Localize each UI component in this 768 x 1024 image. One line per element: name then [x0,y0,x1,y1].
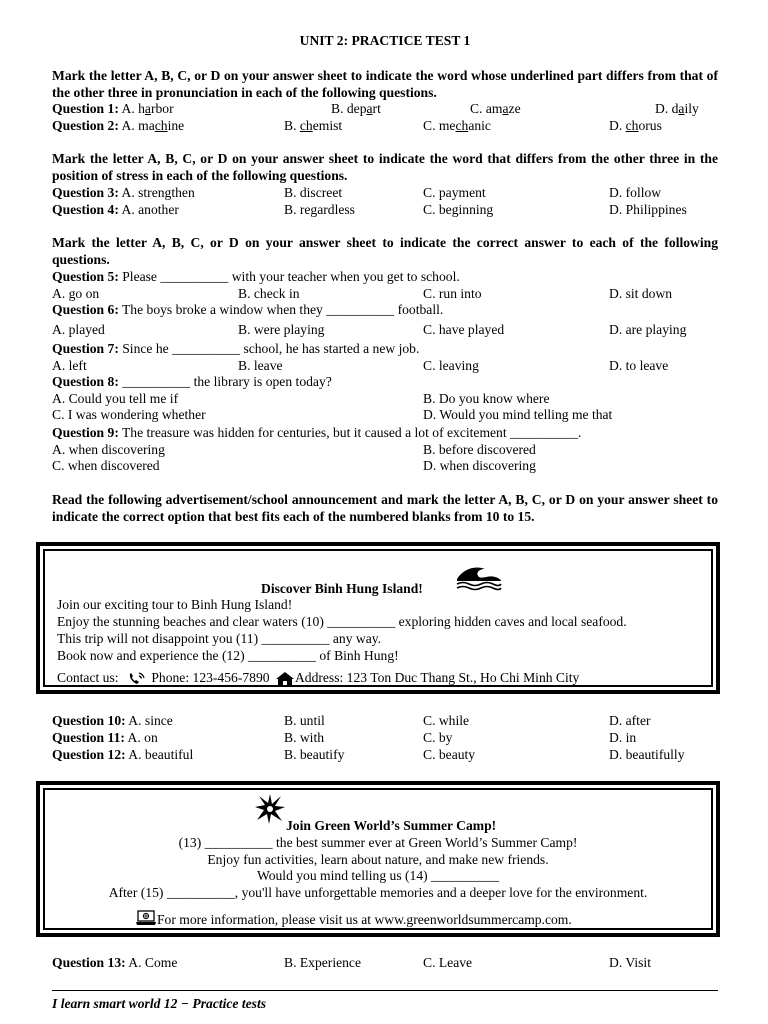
home-icon [275,671,295,687]
announcement-line-3: Would you mind telling us (14) __________ [256,868,500,883]
announcement-line-4: After (15) __________, you'll have unforgettable memories and a deeper love for the environment. [108,885,648,900]
ad-line-4: Book now and experience the (12) __________ of Binh Hung! [57,648,399,663]
announcement-line-5: For more information, please visit us at www.greenworldsummercamp.com. [135,910,572,927]
page-footer: I learn smart world 12 − Practice tests [52,996,267,1011]
question-7-options: A. left B. leave C. leaving D. to leave [52,358,669,373]
option-c: C. amaze [470,101,521,116]
option-c: C. mechanic [423,118,491,133]
announcement-title: Join Green World’s Summer Camp! [286,818,497,833]
advertisement-box [36,542,720,694]
announcement-box [36,781,720,937]
question-8-options-ab: A. Could you tell me if B. Do you know where [52,391,550,406]
grammar-instruction: Mark the letter A, B, C, or D on your answer sheet to indicate the correct answer to each of the following questions. [52,235,718,267]
ad-contact [57,669,579,686]
phone-text: Phone: 123-456-7890 [151,670,270,685]
question-8-options-cd: C. I was wondering whether D. Would you mind telling me that [52,407,613,422]
option-d: D. chorus [609,118,662,133]
question-9: Question 9: The treasure was hidden for centuries, but it caused a lot of excitement __________. [52,425,582,440]
question-10: Question 10: A. since B. until C. while D. after [52,713,651,728]
reading-instruction: Read the following advertisement/school announcement and mark the letter A, B, C, or D on your answer sheet to indicate the correct option that best fits each of the numbered blanks from 10 to 15. [52,492,718,524]
announcement-line-2: Enjoy fun activities, learn about nature, and make new friends. [207,852,549,867]
question-3: Question 3: A. strengthen B. discreet C. payment D. follow [52,185,662,200]
announcement-line-1: (13) __________ the best summer ever at Green World’s Summer Camp! [178,835,578,850]
question-2-label: Question 2: [52,118,119,133]
wave-icon [455,563,503,591]
question-12: Question 12: A. beautiful B. beautify C. beauty D. beautifully [52,747,685,762]
ad-line-2: Enjoy the stunning beaches and clear waters (10) __________ exploring hidden caves and local seafood. [57,614,627,629]
option-b: B. chemist [284,118,343,133]
question-9-options-ab: A. when discovering B. before discovered [52,442,536,457]
computer-icon [135,910,157,926]
phone-icon [126,671,148,687]
ad-line-3: This trip will not disappoint you (11) __________ any way. [57,631,382,646]
footer-divider [52,990,718,991]
question-1: Question 1: A. harbor B. depart C. amaze D. daily [52,101,699,116]
option-d: D. daily [655,101,699,116]
question-5-options: A. go on B. check in C. run into D. sit down [52,286,673,301]
star-burst-icon [253,792,287,826]
address-text: Address: 123 Ton Duc Thang St., Ho Chi Minh City [294,670,580,685]
ad-title: Discover Binh Hung Island! [261,581,423,596]
option-b: B. depart [331,101,381,116]
question-4: Question 4: A. another B. regardless C. beginning D. Philippines [52,202,687,217]
question-1-label: Question 1: [52,101,119,116]
question-13: Question 13: A. Come B. Experience C. Leave D. Visit [52,955,651,970]
question-6: Question 6: The boys broke a window when they __________ football. [52,302,444,317]
pronunciation-instruction: Mark the letter A, B, C, or D on your answer sheet to indicate the word whose underlined part differs from that of the other three in pronunciation in each of the following questions. [52,68,718,100]
stress-instruction: Mark the letter A, B, C, or D on your answer sheet to indicate the word that differs from the other three in the position of stress in each of the following questions. [52,151,718,183]
page-title: UNIT 2: PRACTICE TEST 1 [299,33,471,48]
question-11: Question 11: A. on B. with C. by D. in [52,730,637,745]
question-8: Question 8: __________ the library is open today? [52,374,332,389]
question-7: Question 7: Since he __________ school, he has started a new job. [52,341,420,356]
question-2: Question 2: A. machine B. chemist C. mechanic D. chorus [52,118,662,133]
question-5: Question 5: Please __________ with your teacher when you get to school. [52,269,460,284]
ad-line-1: Join our exciting tour to Binh Hung Island! [57,597,293,612]
question-9-options-cd: C. when discovered D. when discovering [52,458,536,473]
contact-label: Contact us: [57,670,119,685]
question-6-options: A. played B. were playing C. have played D. are playing [52,322,687,337]
